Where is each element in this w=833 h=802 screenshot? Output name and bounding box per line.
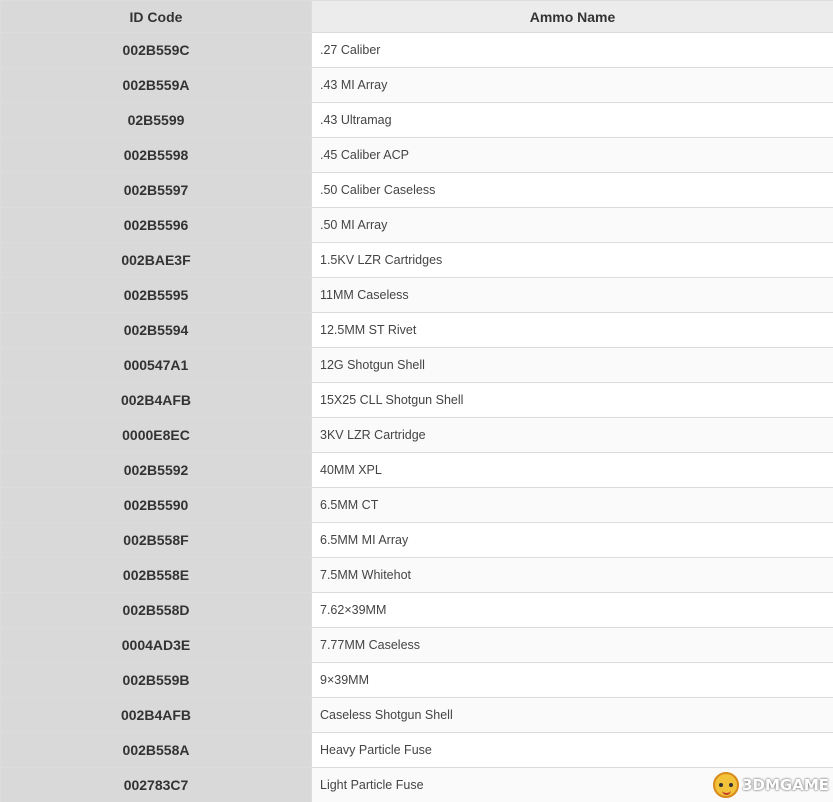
table-row [1, 173, 833, 208]
id-code-cell: 002B559A [1, 68, 312, 103]
id-code-cell: 002B5598 [1, 138, 312, 173]
table-row [1, 33, 833, 68]
id-code-cell: 002B5590 [1, 488, 312, 523]
id-code-cell: 0004AD3E [1, 628, 312, 663]
ammo-name-cell: .27 Caliber [312, 33, 833, 68]
table-row [1, 348, 833, 383]
id-code-cell: 002B558A [1, 733, 312, 768]
watermark-text: 3DMGAME [742, 776, 829, 794]
ammo-name-cell: 1.5KV LZR Cartridges [312, 243, 833, 278]
table-row [1, 663, 833, 698]
id-code-cell: 002B5595 [1, 278, 312, 313]
ammo-name-cell: 40MM XPL [312, 453, 833, 488]
id-code-cell: 002B558D [1, 593, 312, 628]
ammo-name-cell: Light Particle Fuse [312, 768, 833, 802]
id-code-cell: 002B558E [1, 558, 312, 593]
ammo-name-cell: 7.5MM Whitehot [312, 558, 833, 593]
table-row [1, 278, 833, 313]
id-code-cell: 02B5599 [1, 103, 312, 138]
table-row [1, 628, 833, 663]
table-row [1, 313, 833, 348]
id-code-cell: 002B558F [1, 523, 312, 558]
id-code-cell: 0000E8EC [1, 418, 312, 453]
ammo-name-cell: .43 Ultramag [312, 103, 833, 138]
table-row [1, 208, 833, 243]
table-row [1, 698, 833, 733]
ammo-name-cell: 6.5MM CT [312, 488, 833, 523]
id-code-cell: 002B4AFB [1, 698, 312, 733]
table-row [1, 488, 833, 523]
id-code-cell: 002B5594 [1, 313, 312, 348]
table-row [1, 453, 833, 488]
table-row [1, 103, 833, 138]
id-code-cell: 002B4AFB [1, 383, 312, 418]
id-code-cell: 002B5592 [1, 453, 312, 488]
table-header-row [1, 1, 833, 33]
ammo-name-cell: Caseless Shotgun Shell [312, 698, 833, 733]
header-id-code: ID Code [1, 1, 312, 33]
ammo-name-cell: 7.77MM Caseless [312, 628, 833, 663]
table-row [1, 68, 833, 103]
ammo-name-cell: 7.62×39MM [312, 593, 833, 628]
id-code-cell: 000547A1 [1, 348, 312, 383]
ammo-name-cell: .45 Caliber ACP [312, 138, 833, 173]
id-code-cell: 002783C7 [1, 768, 312, 802]
table-row [1, 383, 833, 418]
ammo-name-cell: .50 MI Array [312, 208, 833, 243]
table-row [1, 733, 833, 768]
header-ammo-name: Ammo Name [312, 1, 833, 33]
table-row [1, 558, 833, 593]
table-row [1, 138, 833, 173]
ammo-name-cell: 6.5MM MI Array [312, 523, 833, 558]
ammo-name-cell: 3KV LZR Cartridge [312, 418, 833, 453]
table-row [1, 243, 833, 278]
table-row [1, 593, 833, 628]
table-body [1, 33, 833, 802]
ammo-name-cell: .50 Caliber Caseless [312, 173, 833, 208]
ammo-name-cell: 12G Shotgun Shell [312, 348, 833, 383]
id-code-cell: 002BAE3F [1, 243, 312, 278]
table-row [1, 768, 833, 802]
ammo-name-cell: .43 MI Array [312, 68, 833, 103]
id-code-cell: 002B559B [1, 663, 312, 698]
ammo-name-cell: 9×39MM [312, 663, 833, 698]
ammo-name-cell: 15X25 CLL Shotgun Shell [312, 383, 833, 418]
table-row [1, 418, 833, 453]
ammo-name-cell: 11MM Caseless [312, 278, 833, 313]
table-row [1, 523, 833, 558]
ammo-name-cell: Heavy Particle Fuse [312, 733, 833, 768]
ammo-name-cell: 12.5MM ST Rivet [312, 313, 833, 348]
id-code-cell: 002B5597 [1, 173, 312, 208]
id-code-cell: 002B5596 [1, 208, 312, 243]
id-code-cell: 002B559C [1, 33, 312, 68]
